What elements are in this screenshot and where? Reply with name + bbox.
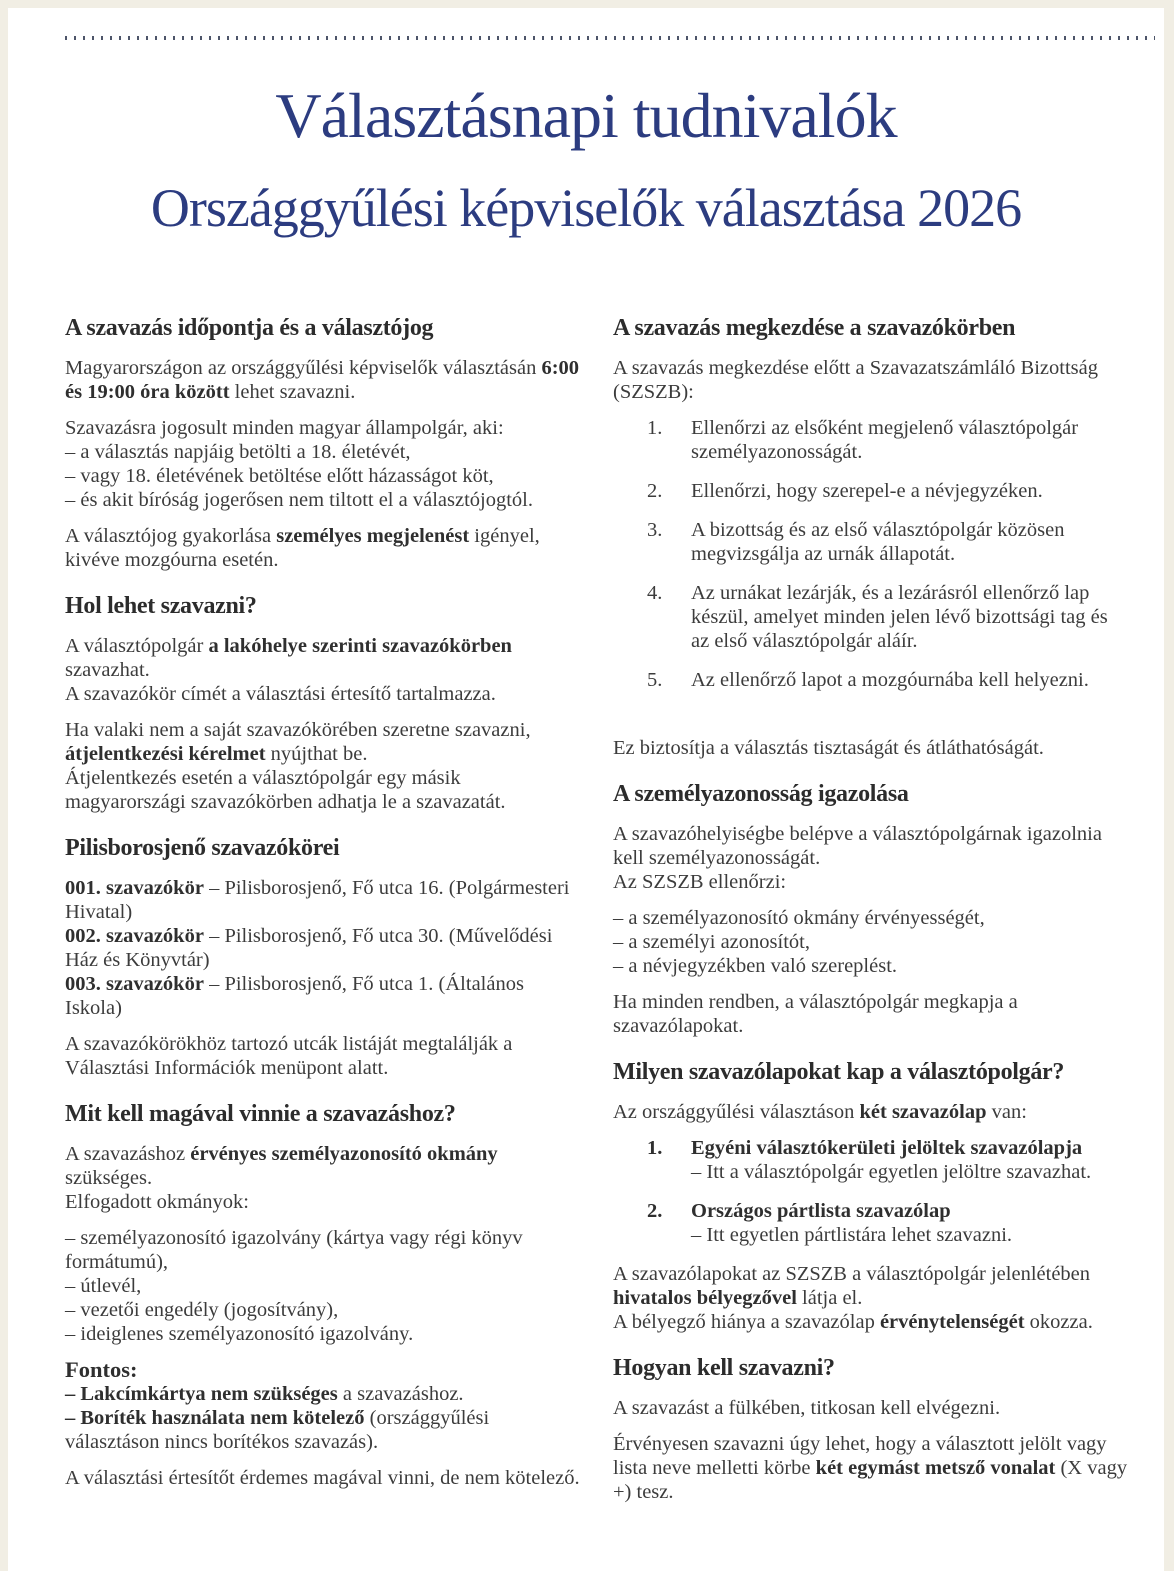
ballot-description: – Itt egyetlen pártlistára lehet szavazni. [691,1224,1013,1247]
bold-run: hivatalos bélyegzővel [613,1287,797,1310]
text-line [613,1310,1131,1334]
text-run: A szavazólapokat az SZSZB a választópolgár jelenlétében [613,1263,1091,1286]
section-heading-voting-time: A szavazás időpontja és a választójog [65,315,434,342]
paragraph-receive-ballots: Ha minden rendben, a választópolgár megkapja a szavazólapokat. [613,991,1018,1038]
text-run: Ha valaki nem a saját szavazókörében szeretne szavazni, [65,719,531,742]
paragraph-transfer-registration [65,718,585,814]
ballot-description: – Itt a választópolgár egyetlen jelöltre szavazhat. [691,1161,1092,1184]
bold-run: – Lakcímkártya nem szükséges [65,1383,338,1406]
text-line: Átjelentkezés esetén a választópolgár egy másik magyarországi szavazókörben adhatja le a szavazatát. [65,767,506,814]
text-run: A választójog gyakorlása [65,525,277,548]
paragraph-secret-vote: A szavazást a fülkében, titkosan kell elvégezni. [613,1397,1001,1420]
paragraph-identity-checks [613,906,1131,978]
list-item-step-5 [647,668,1131,692]
section-heading-polling-districts: Pilisborosjenő szavazókörei [65,835,340,862]
section-heading-ballot-types: Milyen szavazólapokat kap a választópolgár? [613,1059,1065,1086]
list-item-step-1 [647,416,1131,464]
text-line: – vezetői engedély (jogosítvány), [65,1299,339,1322]
paragraph-important [65,1358,585,1454]
ballot-name: Országos pártlista szavazólap [691,1200,951,1223]
text-run: nyújthat be. [265,743,368,766]
list-item-step-2 [647,479,1131,503]
paragraph-transparency: Ez biztosítja a választás tisztaságát és átláthatóságát. [613,737,1044,760]
paragraph-street-list-info: A szavazókörökhöz tartozó utcák listáját megtalálják a Választási Információk menüpont alatt. [65,1033,513,1080]
section-heading-identity: A személyazonosság igazolása [613,781,909,808]
bold-run: 002. szavazókör [65,925,204,948]
text-line: – személyazonosító igazolvány (kártya vagy régi könyv formátumú), [65,1227,523,1274]
paragraph-accepted-documents [65,1226,585,1346]
bold-run: személyes megjelenést [276,525,470,548]
text-run: szükséges. [65,1167,153,1190]
bold-run: 003. szavazókör [65,973,204,996]
bold-run: érvénytelenségét [879,1311,1025,1334]
text-line [65,1406,585,1454]
paragraph-id-required [65,1142,585,1214]
district-002 [65,924,585,972]
dotted-divider [65,36,1155,40]
text-run: szavazhat. [65,659,150,682]
list-item-text [691,1199,1131,1247]
section-where-to-vote [65,591,585,814]
paragraph-notification-letter: A választási értesítőt érdemes magával vinni, de nem kötelező. [65,1467,580,1490]
text-line: – vagy 18. életévének betöltése előtt házasságot köt, [65,465,494,488]
document-page [8,8,1164,1571]
paragraph-eligibility [65,416,585,512]
district-003 [65,972,585,1020]
text-run: A szavazáshoz [65,1143,191,1166]
list-item-number: 1. [647,417,663,440]
paragraph-two-ballots [613,1100,1131,1124]
text-line: – a névjegyzékben való szereplést. [613,955,898,978]
section-identity-verification [613,779,1131,1038]
ballot-name: Egyéni választókerületi jelöltek szavazólapja [691,1137,1083,1160]
text-run: (országgyűlési választáson nincs borítékos szavazás). [65,1407,490,1454]
district-001 [65,876,585,924]
text-line [65,718,585,766]
right-column [613,313,1131,1516]
bold-run: a lakóhelye szerinti szavazókörben [208,635,512,658]
section-heading-what-to-bring: Mit kell magával vinnie a szavazáshoz? [65,1101,456,1128]
text-run: – Pilisborosjenő, Fő utca 30. (Művelődési Ház és Könyvtár) [65,925,553,972]
text-line: – a választás napjáig betölti a 18. életévét, [65,441,411,464]
text-line: – a személyazonosító okmány érvényességét, [613,907,985,930]
page-title: Választásnapi tudnivalók [275,80,897,151]
text-run: (X vagy +) tesz. [613,1457,1128,1504]
text-run: okozza. [1024,1311,1093,1334]
paragraph-valid-mark [613,1432,1131,1504]
list-item-number: 5. [647,669,663,692]
text-run: Az országgyűlési választáson [613,1101,860,1124]
list-item-ballot-2 [647,1199,1131,1247]
paragraph-stamp [613,1262,1131,1334]
text-line: – ideiglenes személyazonosító igazolvány. [65,1323,414,1346]
text-run: a szavazáshoz. [337,1383,464,1406]
text-line: A szavazókör címét a választási értesítő tartalmazza. [65,683,496,706]
text-line: – és akit bíróság jogerősen nem tiltott el a választójogtól. [65,489,533,512]
text-run: A bélyegző hiánya a szavazólap [613,1311,880,1334]
list-item-text: Ellenőrzi, hogy szerepel-e a névjegyzéken. [691,480,1043,503]
section-heading-opening: A szavazás megkezdése a szavazókörben [613,315,1016,342]
left-column [65,313,585,1516]
bold-run: két egymást metsző vonalat [815,1457,1056,1480]
text-line [613,1262,1131,1310]
text-run: van: [986,1101,1027,1124]
text-run: – Pilisborosjenő, Fő utca 1. (Általános Iskola) [65,973,524,1020]
section-polling-districts [65,833,585,1080]
list-item-ballot-1 [647,1136,1131,1184]
paragraph-district-list [65,876,585,1020]
text-line [65,1382,585,1406]
list-item-number: 2. [647,480,663,503]
list-item-text: Ellenőrzi az elsőként megjelenő választópolgár személyazonosságát. [691,417,1079,464]
list-item-number: 1. [647,1137,663,1160]
paragraph-szszb-intro: A szavazás megkezdése előtt a Szavazatszámláló Bizottság (SZSZB): [613,357,1098,404]
list-item-number: 2. [647,1200,663,1223]
text-line [65,1142,585,1190]
text-run: – Pilisborosjenő, Fő utca 16. (Polgármesteri Hivatal) [65,877,570,924]
section-what-to-bring [65,1099,585,1346]
text-run: igényel, kivéve mozgóurna esetén. [65,525,540,572]
section-ballot-types [613,1057,1131,1334]
text-run: látja el. [796,1287,863,1310]
section-important-notes [65,1358,585,1490]
text-line: A szavazóhelyiségbe belépve a választópolgárnak igazolnia kell személyazonosságát. [613,823,1102,870]
bold-run: érvényes személyazonosító okmány [190,1143,498,1166]
list-item-number: 4. [647,582,663,605]
list-item-text: Az urnákat lezárják, és a lezárásról ellenőrző lap készül, amelyet minden jelen lévő bizottsági tag és az első választópolgár aláír. [691,582,1108,653]
section-how-to-vote [613,1353,1131,1504]
text-line: Szavazásra jogosult minden magyar állampolgár, aki: [65,417,504,440]
ballot-types-list [613,1136,1131,1247]
bold-run: – Boríték használata nem kötelező [65,1407,365,1430]
paragraph-polling-place [65,634,585,706]
bold-run: 001. szavazókör [65,877,204,900]
section-voting-time-and-suffrage [65,313,585,572]
paragraph-personal-appearance [65,524,585,572]
text-run: lehet szavazni. [229,381,356,404]
paragraph-voting-hours [65,356,585,404]
paragraph-identity-intro [613,822,1131,894]
list-item-number: 3. [647,519,663,542]
bold-run: átjelentkezési kérelmet [65,743,266,766]
text-run: Érvényesen szavazni úgy lehet, hogy a választott jelölt vagy lista neve melletti körbe [613,1433,1107,1480]
list-item-text: Az ellenőrző lapot a mozgóurnába kell helyezni. [691,669,1089,692]
important-heading: Fontos: [65,1357,138,1383]
list-item-step-3 [647,518,1131,566]
text-line: Elfogadott okmányok: [65,1191,249,1214]
list-item-text: A bizottság és az első választópolgár közösen megvizsgálja az urnák állapotát. [691,519,1065,566]
section-heading-where-to-vote: Hol lehet szavazni? [65,593,257,620]
content-columns [8,313,1164,1516]
section-opening-of-voting [613,313,1131,760]
section-heading-how-to-vote: Hogyan kell szavazni? [613,1355,835,1382]
text-line: – a személyi azonosítót, [613,931,810,954]
text-line [65,634,585,682]
bold-run: két szavazólap [859,1101,987,1124]
list-item-step-4 [647,581,1131,653]
szszb-steps-list [613,416,1131,692]
text-line: Az SZSZB ellenőrzi: [613,871,787,894]
text-line: – útlevél, [65,1275,142,1298]
page-subtitle: Országgyűlési képviselők választása 2026 [150,178,1022,239]
bold-run: 6:00 és 19:00 óra között [65,357,580,404]
text-run: A választópolgár [65,635,209,658]
text-run: Magyarországon az országgyűlési képviselők választásán [65,357,542,380]
list-item-text [691,1136,1131,1184]
